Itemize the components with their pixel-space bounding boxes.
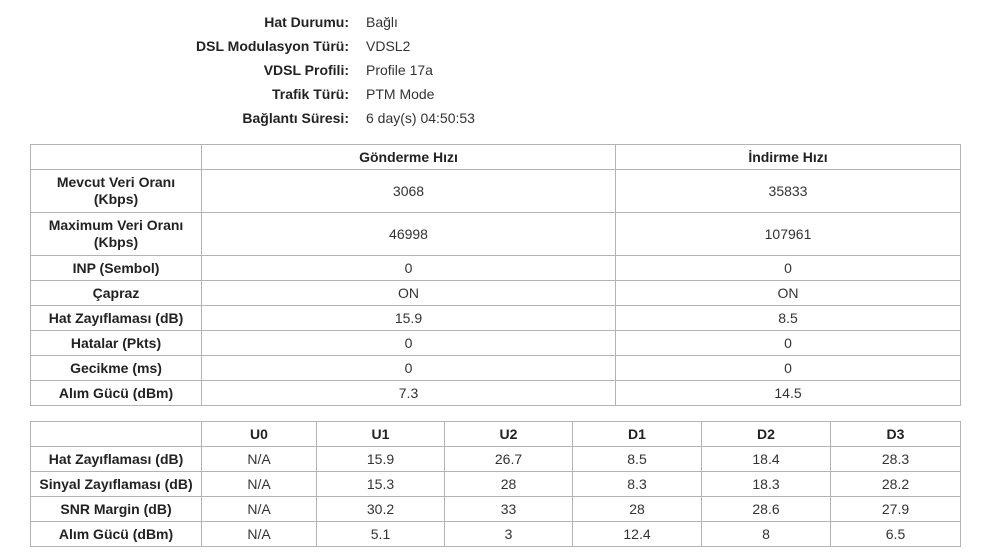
band-value: 33 — [445, 497, 573, 522]
table-row — [31, 356, 961, 381]
upload-value: 0 — [202, 256, 616, 281]
band-value: 5.1 — [317, 522, 445, 547]
band-value: 8.5 — [573, 447, 702, 472]
band-value: N/A — [202, 522, 317, 547]
status-value: Profile 17a — [366, 62, 433, 78]
table-row — [31, 170, 961, 213]
download-value: 0 — [616, 331, 961, 356]
header-band-u0: U0 — [202, 422, 317, 447]
header-upload-rate: Gönderme Hızı — [202, 145, 616, 170]
status-value: PTM Mode — [366, 86, 435, 102]
table-row — [31, 331, 961, 356]
row-label-line1: Mevcut Veri Oranı — [56, 174, 176, 190]
band-value: 28.2 — [831, 472, 961, 497]
row-label: Gecikme (ms) — [31, 356, 202, 381]
status-value: 6 day(s) 04:50:53 — [366, 110, 475, 126]
status-row-modulation — [0, 34, 989, 58]
status-label: DSL Modulasyon Türü: — [196, 38, 349, 54]
band-value: 15.3 — [317, 472, 445, 497]
download-value: 107961 — [616, 213, 961, 256]
row-label: INP (Sembol) — [31, 256, 202, 281]
header-cell-empty — [31, 145, 202, 170]
table-row — [31, 447, 961, 472]
upload-value: 15.9 — [202, 306, 616, 331]
row-label: Sinyal Zayıflaması (dB) — [31, 472, 202, 497]
table-row — [31, 306, 961, 331]
band-value: 12.4 — [573, 522, 702, 547]
status-value: VDSL2 — [366, 38, 411, 54]
status-label: Hat Durumu: — [264, 14, 349, 30]
status-row-uptime — [0, 106, 989, 130]
row-label: Alım Gücü (dBm) — [31, 522, 202, 547]
band-value: 27.9 — [831, 497, 961, 522]
status-row-line-state — [0, 10, 989, 34]
table-header-row — [31, 422, 961, 447]
row-label: Çapraz — [31, 281, 202, 306]
table-row — [31, 213, 961, 256]
download-value: 35833 — [616, 170, 961, 213]
upload-value: 46998 — [202, 213, 616, 256]
dsl-status-panel — [0, 10, 989, 130]
row-label-line2: (Kbps) — [93, 234, 139, 250]
header-cell-empty — [31, 422, 202, 447]
band-value: 28 — [445, 472, 573, 497]
band-value: N/A — [202, 497, 317, 522]
upload-value: 3068 — [202, 170, 616, 213]
status-label: VDSL Profili: — [263, 62, 349, 78]
upload-value: 0 — [202, 356, 616, 381]
band-value: 8 — [702, 522, 831, 547]
band-value: 28.6 — [702, 497, 831, 522]
band-value: 30.2 — [317, 497, 445, 522]
header-band-d1: D1 — [573, 422, 702, 447]
header-download-rate: İndirme Hızı — [616, 145, 961, 170]
header-band-d3: D3 — [831, 422, 961, 447]
row-label-line2: (Kbps) — [93, 191, 139, 207]
band-value: N/A — [202, 447, 317, 472]
row-label: Hatalar (Pkts) — [31, 331, 202, 356]
row-label: SNR Margin (dB) — [31, 497, 202, 522]
table-header-row — [31, 145, 961, 170]
band-value: 6.5 — [831, 522, 961, 547]
table-row — [31, 381, 961, 406]
status-label: Bağlantı Süresi: — [242, 110, 349, 126]
row-label: Hat Zayıflaması (dB) — [31, 306, 202, 331]
download-value: 8.5 — [616, 306, 961, 331]
band-table — [30, 421, 961, 547]
band-value: 28.3 — [831, 447, 961, 472]
table-row — [31, 281, 961, 306]
download-value: ON — [616, 281, 961, 306]
row-label: Hat Zayıflaması (dB) — [31, 447, 202, 472]
band-value: 18.3 — [702, 472, 831, 497]
status-value: Bağlı — [366, 14, 398, 30]
row-label-line1: Maximum Veri Oranı — [48, 217, 184, 233]
status-label: Trafik Türü: — [271, 86, 349, 102]
table-row — [31, 497, 961, 522]
band-value: 15.9 — [317, 447, 445, 472]
band-value: 8.3 — [573, 472, 702, 497]
rate-table — [30, 144, 961, 406]
row-label — [31, 213, 202, 256]
download-value: 0 — [616, 256, 961, 281]
row-label: Alım Gücü (dBm) — [31, 381, 202, 406]
band-value: 18.4 — [702, 447, 831, 472]
download-value: 14.5 — [616, 381, 961, 406]
row-label — [31, 170, 202, 213]
upload-value: 7.3 — [202, 381, 616, 406]
upload-value: 0 — [202, 331, 616, 356]
status-row-traffic-type — [0, 82, 989, 106]
band-value: 26.7 — [445, 447, 573, 472]
band-value: 28 — [573, 497, 702, 522]
table-row — [31, 522, 961, 547]
header-band-u1: U1 — [317, 422, 445, 447]
upload-value: ON — [202, 281, 616, 306]
band-value: N/A — [202, 472, 317, 497]
download-value: 0 — [616, 356, 961, 381]
table-row — [31, 472, 961, 497]
header-band-d2: D2 — [702, 422, 831, 447]
table-row — [31, 256, 961, 281]
status-row-vdsl-profile — [0, 58, 989, 82]
band-value: 3 — [445, 522, 573, 547]
header-band-u2: U2 — [445, 422, 573, 447]
